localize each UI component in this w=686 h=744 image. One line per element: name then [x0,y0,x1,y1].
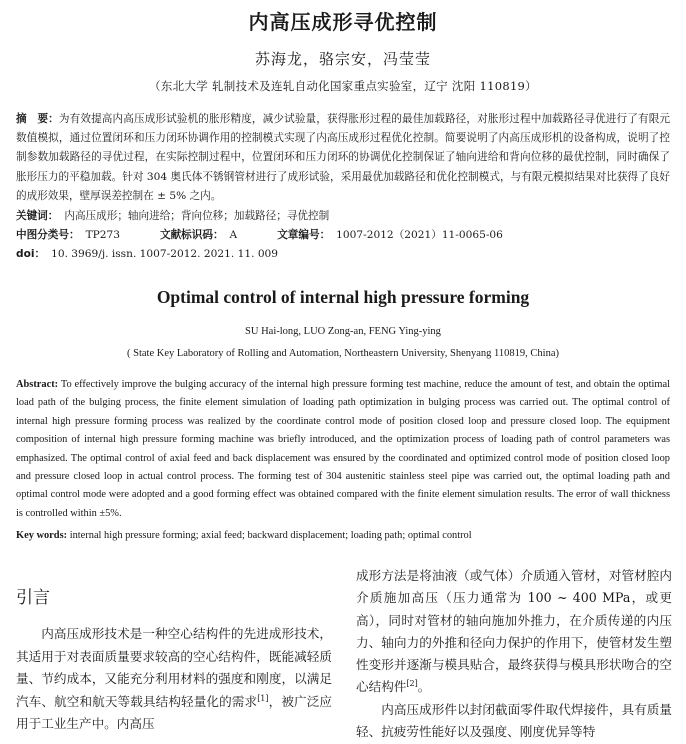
doc-code-label: 文献标识码： [159,229,224,241]
body-left-column [16,623,332,736]
english-abstract-text: To effectively improve the bulging accuracy of the internal high pressure forming test machine, reduce the amount of test, and obtain the optimal load path of the bulging process, the finite element simulation of loading path optimization in bulging process was carried out. The optimal control of internal high pressure forming process was realized by the coordinate control mode of position closed loop and pressure closed loop. The equipment composition of internal high pressure forming machine was briefly introduced, and the optimization process of loading path of control parameters was emphasized. The optimal control of axial feed and back displacement was ensured by the coordinated and optimized control mode of position closed loop and pressure closed loop in actual control process. The forming test of 304 austenitic stainless steel pipe was carried out, the optimal loading path and optimal control mode were adopted and a good forming effect was obtained compared with the finite element simulation results. The error of wall thickness is controlled within ±5%. [16,379,670,519]
doi-line [16,246,670,262]
chinese-title: 内高压成形寻优控制 [248,10,438,34]
chinese-keywords [16,208,670,224]
body-paragraph: 内高压成形件以封闭截面零件取代焊接件，具有质量轻、抗疲劳性能好以及强度、刚度优异等特 [356,701,672,740]
paragraph-text: 内高压成形技术是一种空心结构件的先进成形技术，其适用于对表面质量要求较高的空心结构件，既能减轻质量、节约成本，又能充分利用材料的强度和刚度，以满足汽车、航空和航天等载具结构轻量化的需求 [16,626,332,709]
chinese-authors: 苏海龙，骆宗安，冯莹莹 [254,50,431,68]
article-number-label: 文章编号： [277,229,331,241]
citation-ref: [2] [406,679,418,689]
english-keywords-label: Key words: [16,530,68,541]
doc-code-value: A [229,229,238,241]
english-title: Optimal control of internal high pressure forming [156,287,530,307]
clc-value: TP273 [85,229,120,241]
body-paragraph [16,623,332,736]
english-keywords [16,530,670,541]
classification-line [16,227,670,243]
clc-label: 中图分类号： [16,229,80,241]
chinese-abstract-text: 为有效提高内高压成形试验机的胀形精度，减少试验量，获得胀形过程的最佳加载路径，对胀形过程中加载路径寻优进行了有限元数值模拟，通过位置闭环和压力闭环协调作用的控制模式实现了内高压成形过程优化控制。简要说明了内高压成形机的设备构成，说明了控制参数加载路径的寻优过程，在实际控制过程中，位置闭环和压力闭环的协调优化控制保证了轴向进给和背向位移的最优控制，同时确保了胀形压力的平稳加载。针对 304 奥氏体不锈钢管材进行了成形试验，采用最优加载路径和优化控制模式，与有限元模拟结果对比获得了良好的成形效果，壁厚误差控制在 ± 5% 之内。 [16,113,671,202]
section-heading-introduction: 引言 [16,588,50,608]
body-paragraph [356,565,672,699]
paragraph-text: ，被广泛应用于工业生产中。内高压 [16,693,333,731]
english-keywords-text: internal high pressure forming; axial feed; backward displacement; loading path; optimal control [69,530,472,541]
paragraph-text: 。 [417,679,431,695]
english-affiliation: ( State Key Laboratory of Rolling and Automation, Northeastern University, Shenyang 110819, China) [127,348,559,359]
paragraph-text: 成形方法是将油液（或气体）介质通入管材，对管材腔内介质施加高压（压力通常为 100 ~ 400 MPa，或更高），同时对管材的轴向施加外推力，在介质传递的内压力、轴向力的外推和径向力保护的作用下，使管材发生塑性变形并逐渐与模具贴合，最终获得与模具形状吻合的空心结构件 [356,568,672,695]
doi-label: doi： [16,248,46,260]
chinese-affiliation: （东北大学 轧制技术及连轧自动化国家重点实验室，辽宁 沈阳 110819） [149,79,537,93]
chinese-abstract [16,110,670,206]
english-abstract-label: Abstract: [16,379,59,390]
keywords-label: 关键词： [16,210,59,222]
chinese-abstract-label: 摘 要： [16,113,59,125]
article-number-value: 1007-2012（2021）11-0065-06 [336,229,503,241]
english-abstract [16,376,670,523]
english-authors: SU Hai-long, LUO Zong-an, FENG Ying-ying [245,326,441,337]
body-right-column [356,565,672,743]
keywords-text: 内高压成形；轴向进给；背向位移；加载路径；寻优控制 [64,210,330,222]
doi-value: 10. 3969/j. issn. 1007-2012. 2021. 11. 009 [51,248,279,260]
citation-ref: [1] [257,693,269,703]
